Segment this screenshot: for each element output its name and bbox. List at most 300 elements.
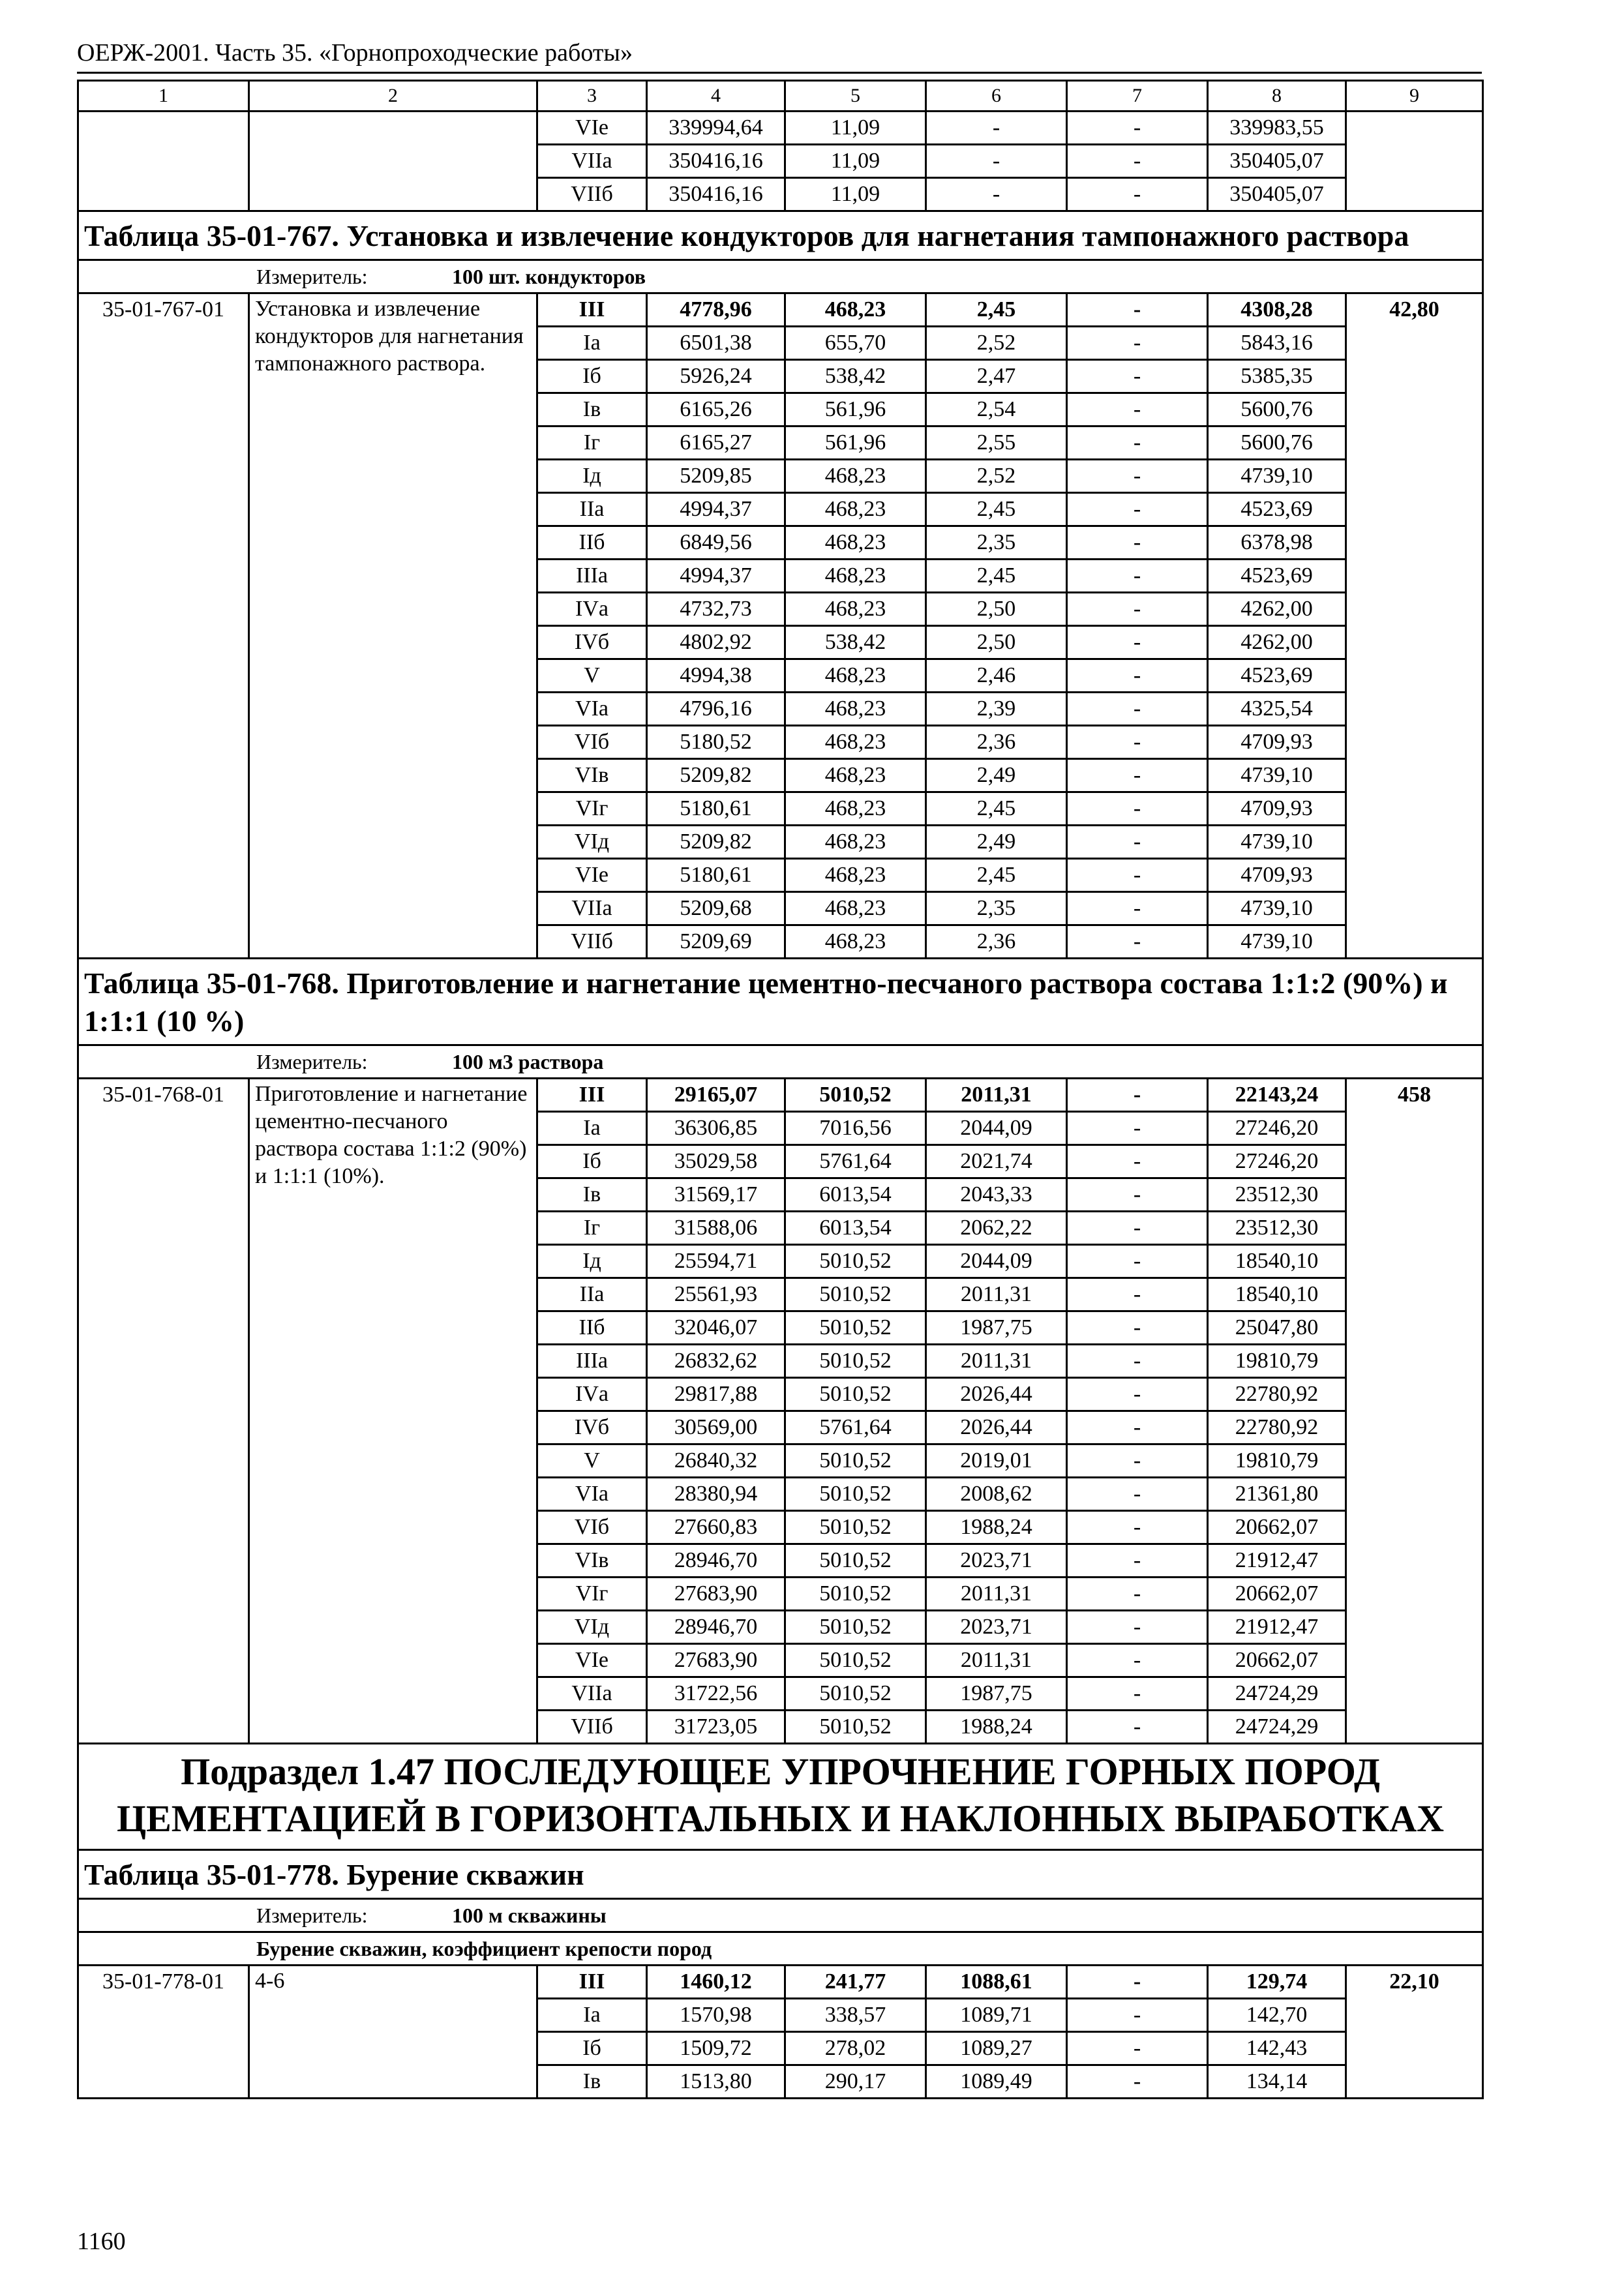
machine-cost-cell: 1089,71 [926, 1999, 1067, 2032]
labor-cost-cell: 338,57 [785, 1999, 926, 2032]
total-cost-cell: 4796,16 [647, 693, 785, 726]
machine-cost-cell: 2,55 [926, 426, 1067, 460]
materials-cost-cell: 19810,79 [1208, 1444, 1346, 1478]
machine-cost-cell: 2008,62 [926, 1478, 1067, 1511]
labor-cost-cell: 5010,52 [785, 1311, 926, 1345]
materials-cost-cell: 18540,10 [1208, 1245, 1346, 1278]
column-number-cell: 1 [78, 81, 249, 112]
machine-cost-cell: 2,52 [926, 460, 1067, 493]
norm-description: Установка и извлечение кондукторов для нагнетания тампонажного раствора. [249, 293, 537, 959]
rock-category-cell: III [537, 293, 647, 327]
machine-cost-cell: 1088,61 [926, 1966, 1067, 1999]
driver-cost-cell: - [1067, 293, 1208, 327]
measure-value: 100 шт. кондукторов [452, 265, 646, 288]
materials-cost-cell: 23512,30 [1208, 1178, 1346, 1212]
rock-category-cell: IIб [537, 526, 647, 560]
subheading: Бурение скважин, коэффициент крепости пород [78, 1932, 1483, 1966]
measure-label: Измеритель: [256, 265, 368, 288]
code-cell-empty [78, 112, 249, 211]
labor-cost-cell: 468,23 [785, 892, 926, 925]
total-cost-cell: 31569,17 [647, 1178, 785, 1212]
total-cost-cell: 29817,88 [647, 1378, 785, 1411]
rock-category-cell: VIIб [537, 1711, 647, 1744]
materials-cost-cell: 4739,10 [1208, 826, 1346, 859]
column-number-cell: 4 [647, 81, 785, 112]
table-title: Таблица 35-01-768. Приготовление и нагнетание цементно-песчаного раствора состава 1:1:2 (90%) и 1:1:1 (10 %) [78, 959, 1483, 1045]
machine-cost-cell: 2,54 [926, 393, 1067, 426]
rock-category-cell: III [537, 1079, 647, 1112]
materials-cost-cell: 24724,29 [1208, 1711, 1346, 1744]
machine-cost-cell: 2021,74 [926, 1145, 1067, 1178]
rock-category-cell: Iа [537, 1999, 647, 2032]
machine-cost-cell: 2,45 [926, 560, 1067, 593]
driver-cost-cell: - [1067, 925, 1208, 959]
table-title-row [78, 959, 1483, 1045]
rock-category-cell: IVа [537, 1378, 647, 1411]
total-cost-cell: 6849,56 [647, 526, 785, 560]
materials-cost-cell: 4523,69 [1208, 659, 1346, 693]
table-row [78, 1079, 1483, 1112]
labor-cost-cell: 468,23 [785, 759, 926, 792]
machine-cost-cell: 2011,31 [926, 1278, 1067, 1311]
driver-cost-cell: - [1067, 1999, 1208, 2032]
labor-cost-cell: 5010,52 [785, 1079, 926, 1112]
machine-cost-cell: 2,35 [926, 526, 1067, 560]
materials-cost-cell: 21912,47 [1208, 1544, 1346, 1578]
machine-cost-cell: 2023,71 [926, 1611, 1067, 1644]
total-cost-cell: 27683,90 [647, 1578, 785, 1611]
subheading-row [78, 1932, 1483, 1966]
rock-category-cell: IVб [537, 626, 647, 659]
total-cost-cell: 35029,58 [647, 1145, 785, 1178]
driver-cost-cell: - [1067, 1544, 1208, 1578]
total-cost-cell: 5926,24 [647, 360, 785, 393]
measure-cell [78, 1045, 1483, 1079]
rock-category-cell: IVб [537, 1411, 647, 1444]
total-cost-cell: 6501,38 [647, 327, 785, 360]
total-cost-cell: 350416,16 [647, 178, 785, 211]
labor-cost-cell: 468,23 [785, 826, 926, 859]
materials-cost-cell: 21912,47 [1208, 1611, 1346, 1644]
materials-cost-cell: 5843,16 [1208, 327, 1346, 360]
rock-category-cell: VIIб [537, 925, 647, 959]
machine-cost-cell: 2019,01 [926, 1444, 1067, 1478]
norm-code: 35-01-768-01 [78, 1079, 249, 1744]
labor-cost-cell: 6013,54 [785, 1178, 926, 1212]
rock-category-cell: IIа [537, 1278, 647, 1311]
driver-cost-cell: - [1067, 526, 1208, 560]
rock-category-cell: VIе [537, 859, 647, 892]
rock-category-cell: IIIа [537, 560, 647, 593]
labor-cost-cell: 468,23 [785, 493, 926, 526]
column-number-cell: 5 [785, 81, 926, 112]
materials-cost-cell: 339983,55 [1208, 112, 1346, 145]
machine-cost-cell: 2023,71 [926, 1544, 1067, 1578]
materials-cost-cell: 4523,69 [1208, 493, 1346, 526]
labor-cost-cell: 468,23 [785, 925, 926, 959]
labor-cost-cell: 11,09 [785, 145, 926, 178]
rock-category-cell: Iб [537, 1145, 647, 1178]
driver-cost-cell: - [1067, 560, 1208, 593]
rock-category-cell: VIIб [537, 178, 647, 211]
table-row [78, 112, 1483, 145]
total-cost-cell: 5209,69 [647, 925, 785, 959]
driver-cost-cell: - [1067, 859, 1208, 892]
driver-cost-cell: - [1067, 493, 1208, 526]
driver-cost-cell: - [1067, 1711, 1208, 1744]
machine-cost-cell: - [926, 145, 1067, 178]
machine-cost-cell: 2,36 [926, 925, 1067, 959]
total-cost-cell: 6165,27 [647, 426, 785, 460]
materials-cost-cell: 22143,24 [1208, 1079, 1346, 1112]
total-cost-cell: 4994,38 [647, 659, 785, 693]
machine-cost-cell: 1089,49 [926, 2065, 1067, 2099]
labor-cost-cell: 5010,52 [785, 1511, 926, 1544]
rock-category-cell: VIа [537, 1478, 647, 1511]
total-cost-cell: 5180,61 [647, 792, 785, 826]
driver-cost-cell: - [1067, 1278, 1208, 1311]
labor-cost-cell: 5010,52 [785, 1378, 926, 1411]
rock-category-cell: VIв [537, 1544, 647, 1578]
machine-cost-cell: 2,45 [926, 493, 1067, 526]
total-cost-cell: 30569,00 [647, 1411, 785, 1444]
materials-cost-cell: 27246,20 [1208, 1145, 1346, 1178]
rock-category-cell: VIб [537, 726, 647, 759]
total-cost-cell: 1460,12 [647, 1966, 785, 1999]
total-cost-cell: 6165,26 [647, 393, 785, 426]
rock-category-cell: VIг [537, 1578, 647, 1611]
driver-cost-cell: - [1067, 626, 1208, 659]
labor-cost-cell: 5010,52 [785, 1245, 926, 1278]
driver-cost-cell: - [1067, 393, 1208, 426]
total-cost-cell: 5209,82 [647, 826, 785, 859]
rock-category-cell: VIе [537, 112, 647, 145]
materials-cost-cell: 4709,93 [1208, 726, 1346, 759]
total-cost-cell: 25594,71 [647, 1245, 785, 1278]
rock-category-cell: Iг [537, 1212, 647, 1245]
machine-cost-cell: 2062,22 [926, 1212, 1067, 1245]
materials-cost-cell: 6378,98 [1208, 526, 1346, 560]
machine-cost-cell: 1988,24 [926, 1511, 1067, 1544]
machine-cost-cell: 2044,09 [926, 1245, 1067, 1278]
total-cost-cell: 350416,16 [647, 145, 785, 178]
total-cost-cell: 26832,62 [647, 1345, 785, 1378]
materials-cost-cell: 21361,80 [1208, 1478, 1346, 1511]
labor-cost-cell: 468,23 [785, 460, 926, 493]
column-number-row [78, 81, 1483, 112]
column-number-cell: 8 [1208, 81, 1346, 112]
materials-cost-cell: 4523,69 [1208, 560, 1346, 593]
labor-cost-cell: 655,70 [785, 327, 926, 360]
materials-cost-cell: 142,70 [1208, 1999, 1346, 2032]
measure-cell [78, 260, 1483, 293]
materials-cost-cell: 4739,10 [1208, 460, 1346, 493]
labor-cost-cell: 5010,52 [785, 1611, 926, 1644]
norm-description: 4-6 [249, 1966, 537, 2099]
total-cost-cell: 339994,64 [647, 112, 785, 145]
driver-cost-cell: - [1067, 1178, 1208, 1212]
rock-category-cell: IVа [537, 593, 647, 626]
total-cost-cell: 27660,83 [647, 1511, 785, 1544]
labor-cost-cell: 5010,52 [785, 1478, 926, 1511]
labor-cost-cell: 468,23 [785, 560, 926, 593]
materials-cost-cell: 25047,80 [1208, 1311, 1346, 1345]
total-cost-cell: 26840,32 [647, 1444, 785, 1478]
machine-cost-cell: 2011,31 [926, 1578, 1067, 1611]
labor-cost-cell: 468,23 [785, 659, 926, 693]
driver-cost-cell: - [1067, 178, 1208, 211]
driver-cost-cell: - [1067, 327, 1208, 360]
table-title: Таблица 35-01-778. Бурение скважин [78, 1850, 1483, 1899]
labor-cost-cell: 538,42 [785, 626, 926, 659]
rock-category-cell: V [537, 659, 647, 693]
labor-cost-cell: 241,77 [785, 1966, 926, 1999]
labor-cost-cell: 468,23 [785, 526, 926, 560]
driver-cost-cell: - [1067, 1245, 1208, 1278]
norm-code: 35-01-767-01 [78, 293, 249, 959]
driver-cost-cell: - [1067, 726, 1208, 759]
driver-cost-cell: - [1067, 659, 1208, 693]
materials-cost-cell: 18540,10 [1208, 1278, 1346, 1311]
rock-category-cell: Iа [537, 1112, 647, 1145]
rock-category-cell: IIа [537, 493, 647, 526]
materials-cost-cell: 4739,10 [1208, 759, 1346, 792]
driver-cost-cell: - [1067, 1578, 1208, 1611]
labor-cost-cell: 5010,52 [785, 1444, 926, 1478]
driver-cost-cell: - [1067, 2065, 1208, 2099]
rock-category-cell: Iд [537, 460, 647, 493]
machine-cost-cell: 2,45 [926, 293, 1067, 327]
machine-cost-cell: 2,35 [926, 892, 1067, 925]
measure-value: 100 м3 раствора [452, 1050, 604, 1073]
materials-cost-cell: 20662,07 [1208, 1644, 1346, 1677]
labor-cost-cell: 5010,52 [785, 1345, 926, 1378]
total-cost-cell: 5180,61 [647, 859, 785, 892]
materials-cost-cell: 22780,92 [1208, 1411, 1346, 1444]
driver-cost-cell: - [1067, 1079, 1208, 1112]
measure-label: Измеритель: [256, 1050, 368, 1073]
machine-cost-cell: 1987,75 [926, 1677, 1067, 1711]
table-row [78, 1966, 1483, 1999]
labor-cost-cell: 5761,64 [785, 1145, 926, 1178]
total-cost-cell: 28946,70 [647, 1544, 785, 1578]
materials-cost-cell: 129,74 [1208, 1966, 1346, 1999]
materials-cost-cell: 22780,92 [1208, 1378, 1346, 1411]
page-header: ОЕРЖ-2001. Часть 35. «Горнопроходческие работы» [77, 39, 633, 67]
total-cost-cell: 25561,93 [647, 1278, 785, 1311]
labor-cost-cell: 5010,52 [785, 1711, 926, 1744]
machine-cost-cell: 2011,31 [926, 1079, 1067, 1112]
labor-cost-cell: 7016,56 [785, 1112, 926, 1145]
norm-description: Приготовление и нагнетание цементно-песчаного раствора состава 1:1:2 (90%) и 1:1:1 (10%). [249, 1079, 537, 1744]
driver-cost-cell: - [1067, 1644, 1208, 1677]
materials-cost-cell: 20662,07 [1208, 1578, 1346, 1611]
machine-cost-cell: - [926, 112, 1067, 145]
rock-category-cell: Iв [537, 2065, 647, 2099]
materials-cost-cell: 20662,07 [1208, 1511, 1346, 1544]
labor-cost-cell: 468,23 [785, 859, 926, 892]
driver-cost-cell: - [1067, 759, 1208, 792]
total-cost-cell: 1509,72 [647, 2032, 785, 2065]
rock-category-cell: Iв [537, 393, 647, 426]
table-title: Таблица 35-01-767. Установка и извлечение кондукторов для нагнетания тампонажного раствора [78, 211, 1483, 260]
rock-category-cell: Iв [537, 1178, 647, 1212]
labor-cost-cell: 5010,52 [785, 1278, 926, 1311]
header-rule [77, 72, 1482, 74]
machine-cost-cell: 2,49 [926, 759, 1067, 792]
rock-category-cell: VIа [537, 693, 647, 726]
rock-category-cell: IIб [537, 1311, 647, 1345]
table-title-row [78, 1850, 1483, 1899]
total-cell-empty [1346, 112, 1483, 211]
labor-cost-cell: 468,23 [785, 792, 926, 826]
machine-cost-cell: 1987,75 [926, 1311, 1067, 1345]
machine-cost-cell: 2011,31 [926, 1644, 1067, 1677]
labor-cost-cell: 538,42 [785, 360, 926, 393]
rock-category-cell: VIд [537, 1611, 647, 1644]
driver-cost-cell: - [1067, 1677, 1208, 1711]
driver-cost-cell: - [1067, 593, 1208, 626]
measure-row [78, 1899, 1483, 1932]
driver-cost-cell: - [1067, 1311, 1208, 1345]
labor-cost-cell: 468,23 [785, 593, 926, 626]
measure-label: Измеритель: [256, 1904, 368, 1927]
column-number-cell: 7 [1067, 81, 1208, 112]
driver-cost-cell: - [1067, 1212, 1208, 1245]
driver-cost-cell: - [1067, 1611, 1208, 1644]
labor-cost-cell: 468,23 [785, 726, 926, 759]
table-title-row [78, 211, 1483, 260]
driver-cost-cell: - [1067, 1511, 1208, 1544]
driver-cost-cell: - [1067, 1378, 1208, 1411]
rock-category-cell: III [537, 1966, 647, 1999]
machine-cost-cell: 2,46 [926, 659, 1067, 693]
machine-cost-cell: 2044,09 [926, 1112, 1067, 1145]
machine-cost-cell: 2026,44 [926, 1378, 1067, 1411]
machine-cost-cell: 2,45 [926, 859, 1067, 892]
total-cost-cell: 31722,56 [647, 1677, 785, 1711]
total-cost-cell: 4994,37 [647, 560, 785, 593]
labor-hours-total: 42,80 [1346, 293, 1483, 959]
total-cost-cell: 5209,82 [647, 759, 785, 792]
measure-cell [78, 1899, 1483, 1932]
measure-row [78, 1045, 1483, 1079]
total-cost-cell: 5180,52 [647, 726, 785, 759]
rock-category-cell: VIг [537, 792, 647, 826]
materials-cost-cell: 5600,76 [1208, 393, 1346, 426]
materials-cost-cell: 4325,54 [1208, 693, 1346, 726]
rock-category-cell: V [537, 1444, 647, 1478]
rock-category-cell: IIIа [537, 1345, 647, 1378]
total-cost-cell: 1570,98 [647, 1999, 785, 2032]
total-cost-cell: 32046,07 [647, 1311, 785, 1345]
driver-cost-cell: - [1067, 826, 1208, 859]
machine-cost-cell: 2,47 [926, 360, 1067, 393]
rock-category-cell: Iа [537, 327, 647, 360]
labor-hours-total: 22,10 [1346, 1966, 1483, 2099]
materials-cost-cell: 27246,20 [1208, 1112, 1346, 1145]
rock-category-cell: Iд [537, 1245, 647, 1278]
labor-cost-cell: 6013,54 [785, 1212, 926, 1245]
column-number-cell: 2 [249, 81, 537, 112]
rock-category-cell: VIв [537, 759, 647, 792]
rock-category-cell: Iб [537, 2032, 647, 2065]
machine-cost-cell: 2,50 [926, 593, 1067, 626]
machine-cost-cell: 2043,33 [926, 1178, 1067, 1212]
labor-cost-cell: 5010,52 [785, 1544, 926, 1578]
materials-cost-cell: 4262,00 [1208, 593, 1346, 626]
total-cost-cell: 27683,90 [647, 1644, 785, 1677]
materials-cost-cell: 350405,07 [1208, 145, 1346, 178]
materials-cost-cell: 23512,30 [1208, 1212, 1346, 1245]
driver-cost-cell: - [1067, 1444, 1208, 1478]
rock-category-cell: Iб [537, 360, 647, 393]
labor-cost-cell: 11,09 [785, 178, 926, 211]
labor-cost-cell: 5010,52 [785, 1644, 926, 1677]
total-cost-cell: 4802,92 [647, 626, 785, 659]
labor-cost-cell: 278,02 [785, 2032, 926, 2065]
total-cost-cell: 4732,73 [647, 593, 785, 626]
machine-cost-cell: 2,45 [926, 792, 1067, 826]
total-cost-cell: 28946,70 [647, 1611, 785, 1644]
page-number: 1160 [77, 2228, 126, 2255]
materials-cost-cell: 142,43 [1208, 2032, 1346, 2065]
total-cost-cell: 5209,85 [647, 460, 785, 493]
driver-cost-cell: - [1067, 460, 1208, 493]
machine-cost-cell: 2,52 [926, 327, 1067, 360]
machine-cost-cell: 2011,31 [926, 1345, 1067, 1378]
labor-cost-cell: 290,17 [785, 2065, 926, 2099]
total-cost-cell: 1513,80 [647, 2065, 785, 2099]
measure-row [78, 260, 1483, 293]
column-number-cell: 9 [1346, 81, 1483, 112]
materials-cost-cell: 4262,00 [1208, 626, 1346, 659]
driver-cost-cell: - [1067, 2032, 1208, 2065]
total-cost-cell: 4778,96 [647, 293, 785, 327]
column-number-cell: 3 [537, 81, 647, 112]
machine-cost-cell: 2,39 [926, 693, 1067, 726]
total-cost-cell: 28380,94 [647, 1478, 785, 1511]
total-cost-cell: 36306,85 [647, 1112, 785, 1145]
materials-cost-cell: 24724,29 [1208, 1677, 1346, 1711]
labor-cost-cell: 11,09 [785, 112, 926, 145]
section-title-row [78, 1744, 1483, 1850]
labor-cost-cell: 5761,64 [785, 1411, 926, 1444]
driver-cost-cell: - [1067, 1478, 1208, 1511]
materials-cost-cell: 350405,07 [1208, 178, 1346, 211]
measure-value: 100 м скважины [452, 1904, 607, 1927]
norms-table [77, 80, 1484, 2099]
materials-cost-cell: 4709,93 [1208, 859, 1346, 892]
driver-cost-cell: - [1067, 1145, 1208, 1178]
machine-cost-cell: 1089,27 [926, 2032, 1067, 2065]
norm-code: 35-01-778-01 [78, 1966, 249, 2099]
rock-category-cell: VIIа [537, 1677, 647, 1711]
materials-cost-cell: 4709,93 [1208, 792, 1346, 826]
section-title: Подраздел 1.47 ПОСЛЕДУЮЩЕЕ УПРОЧНЕНИЕ ГОРНЫХ ПОРОД ЦЕМЕНТАЦИЕЙ В ГОРИЗОНТАЛЬНЫХ И НАКЛОННЫХ ВЫРАБОТКАХ [78, 1744, 1483, 1850]
machine-cost-cell: 1988,24 [926, 1711, 1067, 1744]
materials-cost-cell: 5600,76 [1208, 426, 1346, 460]
driver-cost-cell: - [1067, 1411, 1208, 1444]
machine-cost-cell: 2026,44 [926, 1411, 1067, 1444]
labor-cost-cell: 561,96 [785, 393, 926, 426]
total-cost-cell: 31723,05 [647, 1711, 785, 1744]
total-cost-cell: 29165,07 [647, 1079, 785, 1112]
total-cost-cell: 5209,68 [647, 892, 785, 925]
machine-cost-cell: 2,49 [926, 826, 1067, 859]
labor-cost-cell: 561,96 [785, 426, 926, 460]
rock-category-cell: VIIа [537, 892, 647, 925]
